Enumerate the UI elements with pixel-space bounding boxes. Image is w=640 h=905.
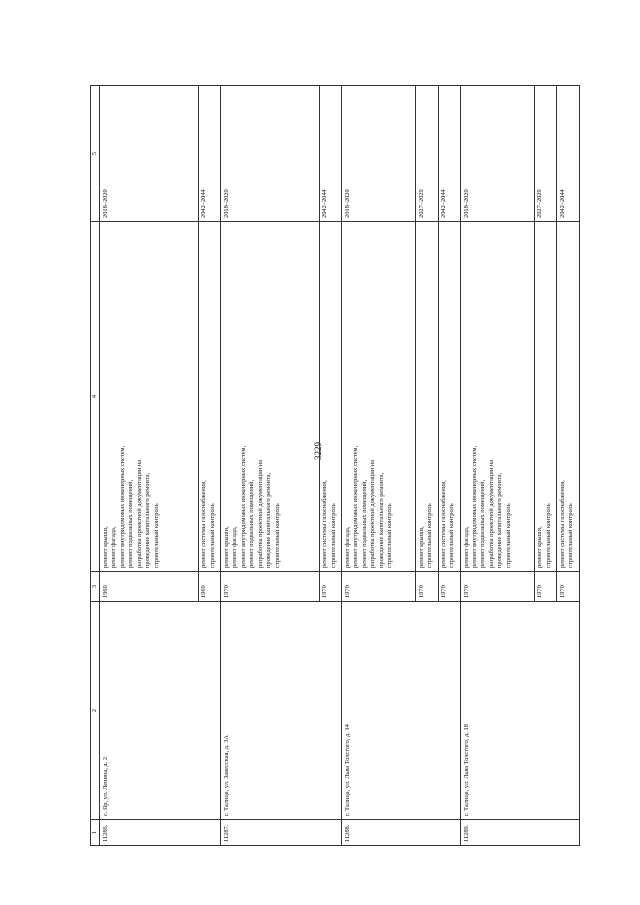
work-item: ремонт внутридомовых инженерных систем, (118, 445, 126, 568)
work-item: ремонт подвальных помещений, (360, 479, 368, 568)
work-item: строительный контроль (567, 503, 575, 568)
repair-period: 2042–2044 (438, 86, 461, 222)
work-item: ремонт крыши, (101, 526, 109, 568)
build-year: 1970 (534, 572, 557, 602)
table-header (91, 86, 100, 846)
record-address: с. Яр, ул. Ленина, д. 2 (100, 602, 221, 820)
repair-period: 2018–2020 (100, 86, 198, 222)
work-item: разработка проектной документации на (487, 459, 495, 568)
work-item: ремонт крыши, (417, 526, 425, 568)
work-item: строительный контроль (504, 503, 512, 568)
column-header-3: 3 (91, 572, 100, 602)
work-item: ремонт фасада, (343, 526, 351, 568)
work-list (534, 222, 557, 572)
build-year: 1970 (221, 572, 319, 602)
work-list (461, 222, 535, 572)
work-item: строительный контроль (329, 503, 337, 568)
build-year: 1970 (319, 572, 342, 602)
table-row (100, 86, 198, 846)
table-body (100, 86, 580, 846)
repair-schedule-table (90, 85, 580, 846)
work-item: ремонт внутридомовых инженерных систем, (239, 445, 247, 568)
repair-period: 2042–2044 (319, 86, 342, 222)
work-item: строительный контроль (544, 503, 552, 568)
column-header-4: 4 (91, 222, 100, 572)
work-item: ремонт системы газоснабжения, (440, 480, 448, 568)
build-year: 1969 (100, 572, 198, 602)
work-item: ремонт подвальных помещений, (479, 479, 487, 568)
record-number: 11286. (100, 820, 221, 846)
record-number: 11287. (221, 820, 342, 846)
work-item: разработка проектной документации на (369, 459, 377, 568)
work-item: проведение капитального ремонта, (265, 472, 273, 568)
build-year: 1970 (438, 572, 461, 602)
page-number: 3229 (313, 442, 323, 460)
column-header-1: 1 (91, 820, 100, 846)
work-list (342, 222, 416, 572)
work-item: разработка проектной документации на (256, 459, 264, 568)
work-item: проведение капитального ремонта, (144, 472, 152, 568)
work-list (557, 222, 580, 572)
work-item: строительный контроль (448, 503, 456, 568)
repair-period: 2018–2020 (342, 86, 416, 222)
record-address: г. Талица, ул. Завесская, д. 3А (221, 602, 342, 820)
record-number: 11288. (342, 820, 461, 846)
work-item: разработка проектной документации на (135, 459, 143, 568)
build-year: 1970 (342, 572, 416, 602)
build-year: 1970 (416, 572, 439, 602)
repair-period: 2042–2044 (198, 86, 221, 222)
build-year: 1970 (461, 572, 535, 602)
work-item: ремонт фасада, (462, 526, 470, 568)
work-item: строительный контроль (425, 503, 433, 568)
work-list (100, 222, 198, 572)
column-header-2: 2 (91, 602, 100, 820)
work-item: ремонт внутридомовых инженерных систем, (471, 445, 479, 568)
work-item: строительный контроль (208, 503, 216, 568)
repair-period: 2018–2020 (461, 86, 535, 222)
build-year: 1970 (557, 572, 580, 602)
work-item: ремонт внутридомовых инженерных систем, (352, 445, 360, 568)
repair-period: 2027–2029 (534, 86, 557, 222)
work-item: ремонт подвальных помещений, (127, 479, 135, 568)
table-row (221, 86, 319, 846)
work-list (416, 222, 439, 572)
work-item: строительный контроль (152, 503, 160, 568)
column-header-5: 5 (91, 86, 100, 222)
work-list (198, 222, 221, 572)
repair-period: 2042–2044 (557, 86, 580, 222)
work-item: ремонт крыши, (222, 526, 230, 568)
work-item: ремонт системы газоснабжения, (200, 480, 208, 568)
record-address: г. Талица, ул. Льва Толстого, д. 14 (342, 602, 461, 820)
work-list (221, 222, 319, 572)
work-list (319, 222, 342, 572)
work-item: ремонт подвальных помещений, (248, 479, 256, 568)
work-item: строительный контроль (386, 503, 393, 568)
work-item: ремонт фасада, (231, 526, 239, 568)
work-list (438, 222, 461, 572)
rotated-table-container (90, 86, 580, 846)
record-number: 11289. (461, 820, 580, 846)
work-item: проведение капитального ремонта, (496, 472, 504, 568)
repair-period: 2018–2020 (221, 86, 319, 222)
work-item: строительный контроль (273, 503, 281, 568)
work-item: ремонт системы газоснабжения, (558, 480, 566, 568)
repair-period: 2027–2029 (416, 86, 439, 222)
table-row (461, 86, 535, 846)
record-address: г. Талица, ул. Льва Толстого, д. 18 (461, 602, 580, 820)
table-row (342, 86, 416, 846)
work-item: проведение капитального ремонта, (377, 472, 385, 568)
work-item: ремонт системы газоснабжения, (321, 480, 329, 568)
build-year: 1969 (198, 572, 221, 602)
work-item: ремонт фасада, (110, 526, 118, 568)
header-row (91, 86, 100, 846)
work-item: ремонт крыши, (536, 526, 544, 568)
